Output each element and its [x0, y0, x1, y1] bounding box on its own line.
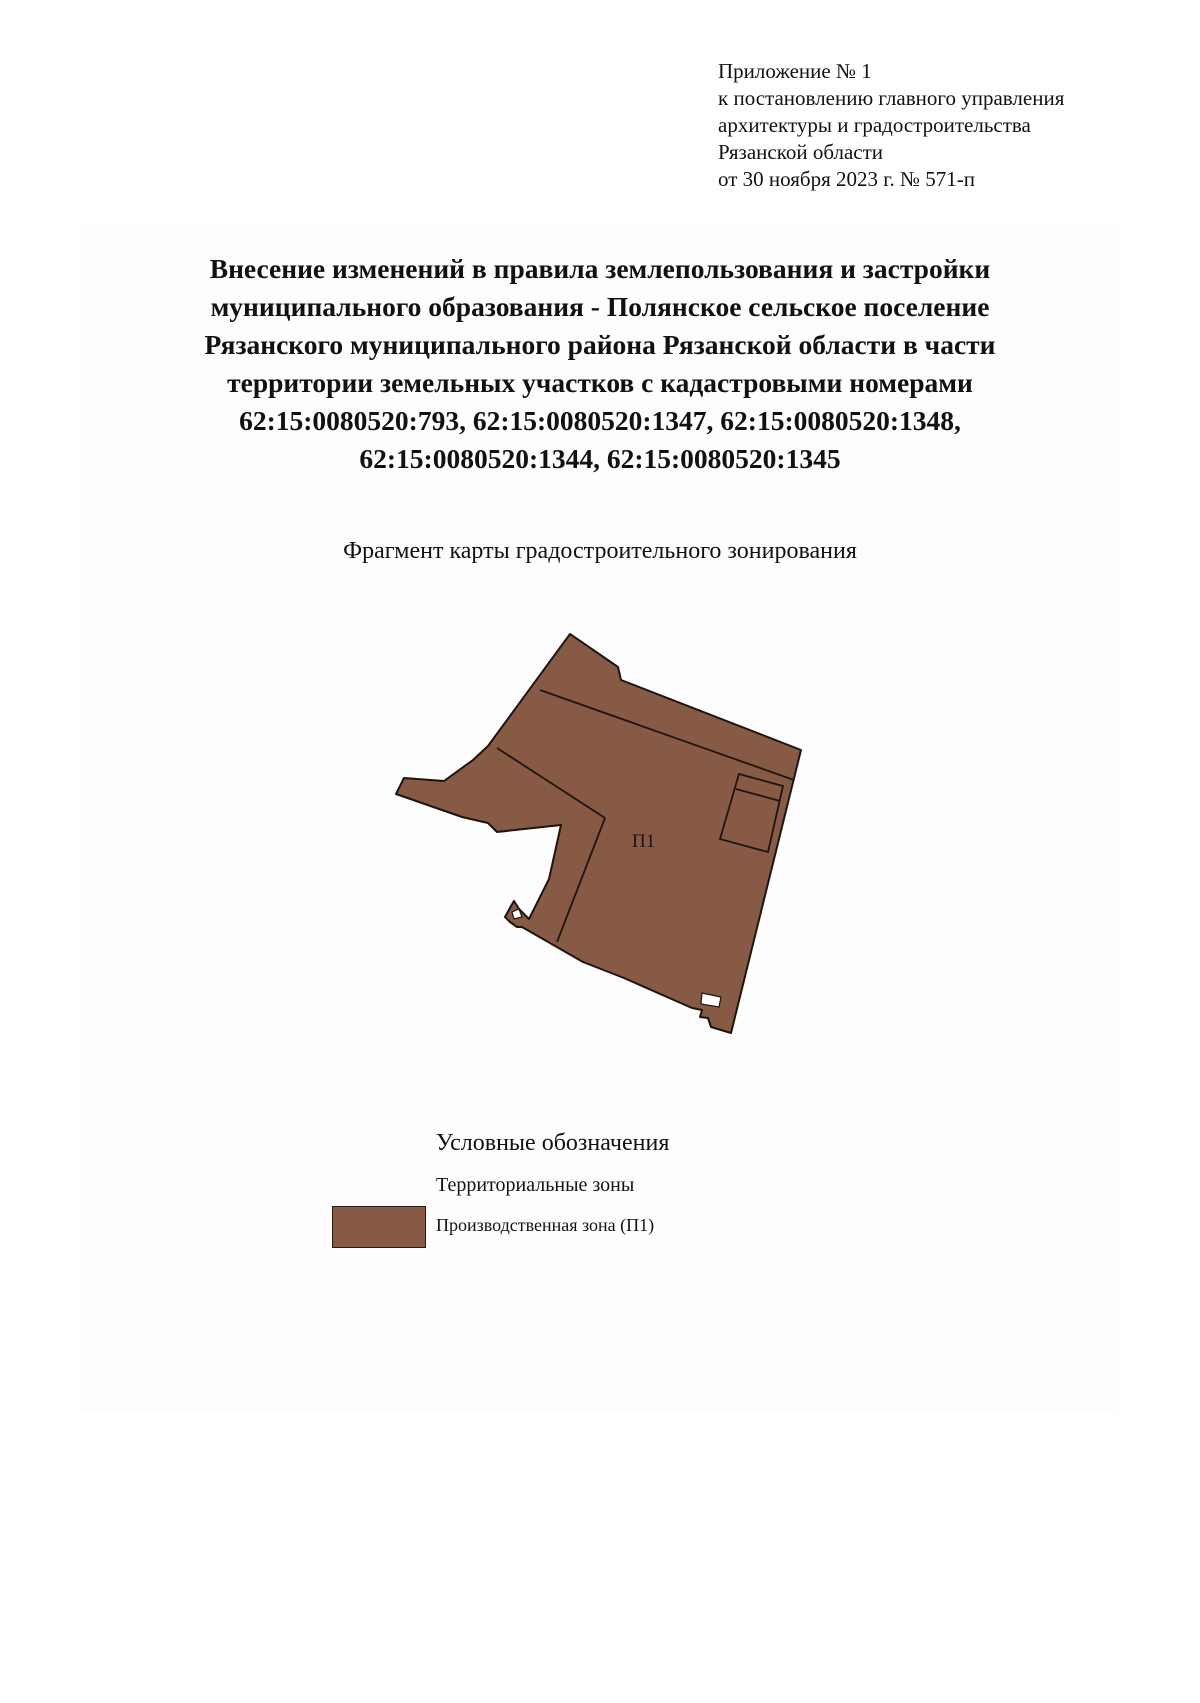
- title-line: территории земельных участков с кадастровыми номерами: [227, 367, 973, 398]
- appendix-line: к постановлению главного управления: [718, 86, 1065, 110]
- title-line: 62:15:0080520:793, 62:15:0080520:1347, 62:15:0080520:1348,: [239, 405, 961, 436]
- title-line: Рязанского муниципального района Рязанской области в части: [204, 329, 996, 360]
- appendix-line: архитектуры и градостроительства: [718, 113, 1031, 137]
- legend-title: Условные обозначения: [436, 1130, 670, 1156]
- appendix-line: Рязанской области: [718, 140, 884, 164]
- legend-swatch-p1: [332, 1206, 426, 1248]
- zone-label: П1: [632, 831, 656, 852]
- legend-group-label: Территориальные зоны: [436, 1174, 635, 1196]
- map-caption: Фрагмент карты градостроительного зонирования: [343, 538, 857, 564]
- appendix-line: Приложение № 1: [718, 59, 872, 83]
- legend-item-label: Производственная зона (П1): [436, 1215, 655, 1235]
- appendix-line: от 30 ноября 2023 г. № 571-п: [718, 167, 976, 191]
- title-line: 62:15:0080520:1344, 62:15:0080520:1345: [359, 443, 841, 474]
- title-line: муниципального образования - Полянское сельское поселение: [210, 291, 990, 322]
- title-line: Внесение изменений в правила землепользования и застройки: [209, 253, 991, 284]
